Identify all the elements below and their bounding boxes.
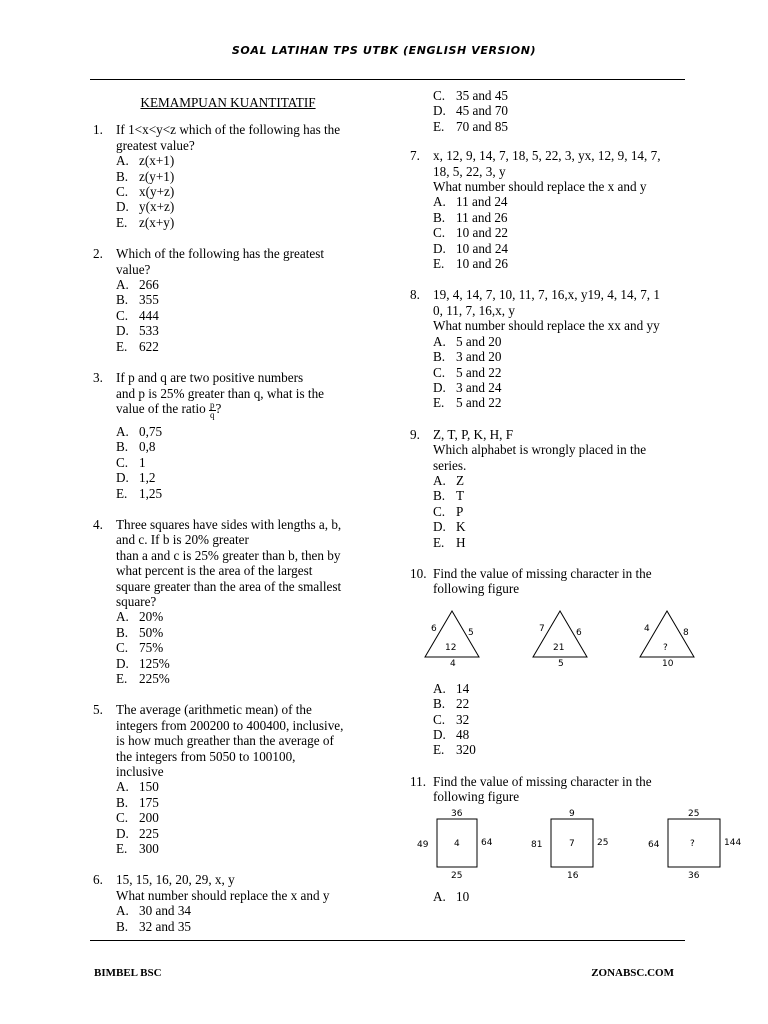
answer-option bbox=[116, 795, 373, 810]
option-text: 35 and 45 bbox=[456, 88, 509, 103]
option-text: 48 bbox=[456, 727, 470, 742]
answer-option bbox=[116, 184, 373, 199]
option-text: 622 bbox=[139, 338, 159, 354]
triangle-bottom-value: 10 bbox=[662, 658, 674, 667]
option-letter: E. bbox=[116, 671, 128, 686]
question-text: following figure bbox=[433, 581, 520, 597]
question-number: 6. bbox=[93, 872, 103, 888]
question-text: 0, 11, 7, 16,x, y bbox=[433, 302, 515, 318]
square-right-value: 144 bbox=[724, 837, 742, 848]
ratio-fraction: $\frac{p}{q}$ bbox=[210, 399, 215, 420]
option-text: H bbox=[456, 534, 466, 550]
option-text: 32 bbox=[456, 711, 470, 727]
option-text: 10 and 26 bbox=[456, 256, 509, 272]
triangle-center-value: ? bbox=[663, 642, 668, 653]
triangle-right-value: 5 bbox=[468, 627, 474, 638]
option-text: 533 bbox=[139, 323, 159, 339]
answer-option bbox=[433, 535, 695, 550]
answer-option bbox=[116, 199, 373, 214]
answer-option bbox=[116, 470, 373, 485]
option-letter: A. bbox=[433, 888, 446, 904]
option-letter: C. bbox=[433, 503, 446, 519]
answer-option bbox=[116, 671, 373, 686]
question-number: 2. bbox=[93, 246, 103, 262]
option-letter: B. bbox=[116, 168, 129, 184]
question-text: What number should replace the x and y bbox=[116, 887, 330, 903]
answer-option bbox=[433, 103, 695, 118]
triangle-left-value: 6 bbox=[431, 623, 437, 634]
option-letter: C. bbox=[116, 307, 129, 323]
question-9 bbox=[410, 427, 695, 550]
answer-option bbox=[433, 380, 695, 395]
option-text: 5 and 22 bbox=[456, 395, 502, 411]
option-letter: C. bbox=[433, 225, 446, 241]
option-letter: C. bbox=[116, 184, 129, 200]
square-figure-1 bbox=[413, 807, 499, 881]
option-letter: B. bbox=[116, 918, 129, 934]
left-column bbox=[93, 95, 373, 950]
question-text: x, 12, 9, 14, 7, 18, 5, 22, 3, yx, 12, 9, 14, 7, bbox=[433, 148, 661, 164]
option-text: 5 and 20 bbox=[456, 333, 502, 349]
answer-option bbox=[116, 339, 373, 354]
header-rule bbox=[90, 79, 685, 80]
option-text: 50% bbox=[139, 624, 164, 640]
option-text: 10 and 24 bbox=[456, 240, 509, 256]
triangle-bottom-value: 4 bbox=[450, 658, 456, 667]
option-text: 75% bbox=[139, 640, 164, 656]
question-1 bbox=[93, 122, 373, 230]
square-left-value: 64 bbox=[648, 839, 660, 850]
option-letter: D. bbox=[116, 199, 129, 215]
question-text: and c. If b is 20% greater bbox=[116, 532, 249, 548]
question-text: 15, 15, 16, 20, 29, x, y bbox=[116, 872, 235, 888]
option-letter: A. bbox=[433, 194, 446, 210]
option-letter: B. bbox=[433, 488, 446, 504]
option-text: 444 bbox=[139, 307, 159, 323]
question-text: series. bbox=[433, 457, 467, 473]
question-text: following figure bbox=[433, 789, 520, 805]
answer-option bbox=[433, 727, 695, 742]
option-letter: D. bbox=[433, 379, 446, 395]
square-right-value: 25 bbox=[596, 837, 608, 848]
question-text: Find the value of missing character in the bbox=[433, 565, 652, 581]
question-6-continued bbox=[410, 88, 695, 134]
option-text: 32 and 35 bbox=[139, 918, 192, 934]
question-text: If p and q are two positive numbers bbox=[116, 370, 304, 386]
option-letter: B. bbox=[433, 209, 446, 225]
question-4 bbox=[93, 517, 373, 686]
option-letter: B. bbox=[116, 794, 129, 810]
option-text: T bbox=[456, 488, 465, 504]
option-text: 45 and 70 bbox=[456, 103, 509, 119]
question-number: 4. bbox=[93, 516, 103, 532]
question-text: value? bbox=[116, 261, 151, 277]
square-bottom-value: 36 bbox=[688, 870, 700, 881]
answer-option bbox=[433, 210, 695, 225]
question-11 bbox=[410, 773, 742, 904]
answer-option bbox=[116, 656, 373, 671]
option-text: P bbox=[456, 503, 464, 519]
option-text: 11 and 24 bbox=[456, 194, 508, 210]
option-letter: E. bbox=[116, 485, 128, 501]
triangle-right-value: 8 bbox=[683, 627, 689, 638]
question-6 bbox=[93, 872, 373, 934]
section-title: KEMAMPUAN KUANTITATIF bbox=[140, 95, 316, 110]
option-letter: E. bbox=[116, 841, 128, 857]
option-text: 320 bbox=[456, 742, 476, 758]
square-left-value: 49 bbox=[417, 839, 429, 850]
answer-option bbox=[433, 519, 695, 534]
option-text: 125% bbox=[139, 655, 170, 671]
option-letter: A. bbox=[433, 680, 446, 696]
option-text: 175 bbox=[139, 794, 159, 810]
answer-option bbox=[433, 696, 695, 711]
option-text: 22 bbox=[456, 696, 470, 712]
square-figures bbox=[413, 807, 748, 881]
answer-option bbox=[116, 779, 373, 794]
option-letter: D. bbox=[116, 470, 129, 486]
square-center-value: 4 bbox=[454, 838, 460, 849]
question-10 bbox=[410, 566, 695, 758]
option-text: 14 bbox=[456, 680, 470, 696]
option-text: 70 and 85 bbox=[456, 118, 509, 134]
question-number: 11. bbox=[410, 773, 426, 789]
question-text: What number should replace the x and y bbox=[433, 179, 647, 195]
option-letter: A. bbox=[116, 423, 129, 439]
square-right-value: 64 bbox=[481, 837, 493, 848]
answer-option bbox=[116, 455, 373, 470]
answer-option bbox=[433, 681, 695, 696]
answer-option bbox=[116, 826, 373, 841]
triangle-left-value: 7 bbox=[538, 623, 545, 634]
option-letter: B. bbox=[116, 292, 129, 308]
right-column bbox=[410, 88, 742, 920]
square-bottom-value: 16 bbox=[566, 870, 578, 881]
footer-left: BIMBEL BSC bbox=[94, 967, 162, 979]
question-3 bbox=[93, 370, 373, 501]
question-text: 18, 5, 22, 3, y bbox=[433, 163, 506, 179]
option-text: 3 and 20 bbox=[456, 349, 502, 365]
option-text: y(x+z) bbox=[139, 199, 175, 215]
page-header: SOAL LATIHAN TPS UTBK (ENGLISH VERSION) bbox=[231, 44, 537, 57]
answer-option bbox=[116, 292, 373, 307]
square-bottom-value: 25 bbox=[451, 870, 463, 881]
question-number: 7. bbox=[410, 148, 420, 164]
option-letter: E. bbox=[116, 214, 128, 230]
option-letter: C. bbox=[433, 711, 446, 727]
question-text: the integers from 5050 to 100100, bbox=[116, 748, 296, 764]
answer-option bbox=[433, 88, 695, 103]
triangle-figure-2 bbox=[525, 607, 595, 667]
option-letter: D. bbox=[116, 655, 129, 671]
triangle-center-value: 12 bbox=[445, 642, 457, 653]
option-letter: A. bbox=[116, 779, 129, 795]
answer-option bbox=[116, 215, 373, 230]
option-text: 300 bbox=[139, 841, 159, 857]
option-letter: D. bbox=[116, 323, 129, 339]
answer-option bbox=[116, 486, 373, 501]
square-figure-2 bbox=[529, 807, 615, 881]
question-8 bbox=[410, 287, 695, 410]
option-text: 20% bbox=[139, 609, 164, 625]
answer-option bbox=[433, 241, 695, 256]
answer-option bbox=[433, 225, 695, 240]
option-text: z(x+1) bbox=[139, 153, 175, 169]
square-center-value: 7 bbox=[568, 838, 575, 849]
option-letter: E. bbox=[433, 395, 445, 411]
option-letter: B. bbox=[433, 696, 446, 712]
footer-right: ZONABSC.COM bbox=[591, 967, 674, 979]
answer-option bbox=[433, 365, 695, 380]
option-text: 200 bbox=[139, 810, 159, 826]
question-number: 1. bbox=[93, 122, 103, 138]
square-top-value: 36 bbox=[451, 808, 463, 819]
answer-option bbox=[433, 349, 695, 364]
answer-option bbox=[116, 153, 373, 168]
question-text: square? bbox=[116, 593, 157, 609]
triangle-right-value: 6 bbox=[575, 627, 582, 638]
option-letter: E. bbox=[116, 338, 128, 354]
answer-option bbox=[433, 488, 695, 503]
answer-option bbox=[433, 256, 695, 271]
option-text: 225 bbox=[139, 825, 159, 841]
option-letter: B. bbox=[116, 624, 129, 640]
question-text: Z, T, P, K, H, F bbox=[433, 426, 514, 442]
option-letter: B. bbox=[433, 349, 446, 365]
option-text: K bbox=[456, 519, 466, 535]
question-text: If 1<x<y<z which of the following has the bbox=[116, 122, 341, 138]
triangle-figures bbox=[417, 607, 702, 667]
option-letter: C. bbox=[116, 810, 129, 826]
answer-option bbox=[433, 334, 695, 349]
option-text: 10 bbox=[456, 888, 470, 904]
option-text: 0,8 bbox=[139, 439, 156, 455]
triangle-center-value: 21 bbox=[552, 642, 564, 653]
question-number: 8. bbox=[410, 287, 420, 303]
answer-option bbox=[116, 609, 373, 624]
answer-option bbox=[116, 323, 373, 338]
option-text: x(y+z) bbox=[139, 184, 175, 200]
option-letter: D. bbox=[433, 240, 446, 256]
square-figure-3 bbox=[644, 807, 748, 881]
option-letter: D. bbox=[116, 825, 129, 841]
option-letter: A. bbox=[116, 277, 129, 293]
question-text: integers from 200200 to 400400, inclusive, bbox=[116, 717, 344, 733]
question-text: square greater than the area of the smallest bbox=[116, 578, 342, 594]
option-letter: C. bbox=[116, 640, 129, 656]
question-text: and p is 25% greater than q, what is the bbox=[116, 385, 325, 401]
option-text: 225% bbox=[139, 671, 170, 686]
option-letter: E. bbox=[433, 534, 445, 550]
answer-option bbox=[116, 439, 373, 454]
question-text: greatest value? bbox=[116, 137, 195, 153]
option-text: 3 and 24 bbox=[456, 379, 502, 395]
question-text: is how much greather than the average of bbox=[116, 733, 334, 749]
question-text: The average (arithmetic mean) of the bbox=[116, 702, 312, 718]
option-letter: B. bbox=[116, 439, 129, 455]
answer-option bbox=[433, 889, 695, 904]
question-number: 9. bbox=[410, 426, 420, 442]
option-text: z(x+y) bbox=[139, 214, 175, 230]
question-2 bbox=[93, 246, 373, 354]
question-7 bbox=[410, 148, 695, 271]
option-text: 11 and 26 bbox=[456, 209, 508, 225]
answer-option bbox=[433, 712, 695, 727]
question-text: Which alphabet is wrongly placed in the bbox=[433, 442, 647, 458]
option-letter: C. bbox=[116, 454, 129, 470]
question-text: Three squares have sides with lengths a, b, bbox=[116, 516, 342, 532]
triangle-left-value: 4 bbox=[644, 623, 650, 634]
option-letter: C. bbox=[433, 88, 446, 103]
square-center-value: ? bbox=[690, 838, 695, 849]
question-text: 19, 4, 14, 7, 10, 11, 7, 16,x, y19, 4, 14, 7, 1 bbox=[433, 287, 660, 303]
footer-rule bbox=[90, 940, 685, 941]
answer-option bbox=[116, 841, 373, 856]
option-text: 1,2 bbox=[139, 470, 156, 486]
answer-option bbox=[116, 169, 373, 184]
answer-option bbox=[116, 625, 373, 640]
answer-option bbox=[116, 919, 373, 934]
option-text: 1,25 bbox=[139, 485, 163, 501]
answer-option bbox=[116, 810, 373, 825]
answer-option bbox=[433, 504, 695, 519]
question-number: 3. bbox=[93, 370, 103, 386]
question-text: inclusive bbox=[116, 764, 164, 780]
option-letter: A. bbox=[433, 333, 446, 349]
question-5 bbox=[93, 702, 373, 856]
option-text: 150 bbox=[139, 779, 159, 795]
option-text: Z bbox=[456, 472, 465, 488]
option-letter: C. bbox=[433, 364, 446, 380]
option-letter: E. bbox=[433, 256, 445, 272]
triangle-bottom-value: 5 bbox=[557, 658, 564, 667]
question-text: Find the value of missing character in the bbox=[433, 773, 652, 789]
square-top-value: 25 bbox=[688, 808, 700, 819]
option-text: 355 bbox=[139, 292, 159, 308]
option-letter: A. bbox=[116, 903, 129, 919]
option-letter: A. bbox=[116, 153, 129, 169]
answer-option bbox=[116, 424, 373, 439]
square-left-value: 81 bbox=[530, 839, 542, 850]
triangle-figure-3 bbox=[632, 607, 702, 667]
question-text: value of the ratio $\frac{p}{q}$ ? bbox=[116, 399, 222, 420]
option-text: 10 and 22 bbox=[456, 225, 509, 241]
question-text: than a and c is 25% greater than b, then by bbox=[116, 547, 341, 563]
answer-option bbox=[116, 903, 373, 918]
option-letter: D. bbox=[433, 103, 446, 119]
option-letter: D. bbox=[433, 727, 446, 742]
option-letter: E. bbox=[433, 742, 445, 758]
answer-option bbox=[116, 640, 373, 655]
option-text: 1 bbox=[139, 454, 146, 470]
question-text: Which of the following has the greatest bbox=[116, 246, 325, 262]
question-text: What number should replace the xx and yy bbox=[433, 318, 660, 334]
answer-option bbox=[433, 194, 695, 209]
option-text: 266 bbox=[139, 277, 159, 293]
answer-option bbox=[433, 395, 695, 410]
option-letter: D. bbox=[433, 519, 446, 535]
square-top-value: 9 bbox=[568, 808, 575, 819]
answer-option bbox=[433, 473, 695, 488]
option-text: 5 and 22 bbox=[456, 364, 502, 380]
option-letter: A. bbox=[433, 472, 446, 488]
option-letter: A. bbox=[116, 609, 129, 625]
question-text: what percent is the area of the largest bbox=[116, 563, 313, 579]
option-letter: E. bbox=[433, 118, 445, 134]
answer-option bbox=[433, 742, 695, 757]
question-number: 10. bbox=[410, 565, 427, 581]
answer-option bbox=[116, 308, 373, 323]
option-text: 0,75 bbox=[139, 423, 163, 439]
question-number: 5. bbox=[93, 702, 103, 718]
option-text: 30 and 34 bbox=[139, 903, 192, 919]
option-text: z(y+1) bbox=[139, 168, 175, 184]
answer-option bbox=[116, 277, 373, 292]
answer-option bbox=[433, 119, 695, 134]
triangle-figure-1 bbox=[417, 607, 487, 667]
